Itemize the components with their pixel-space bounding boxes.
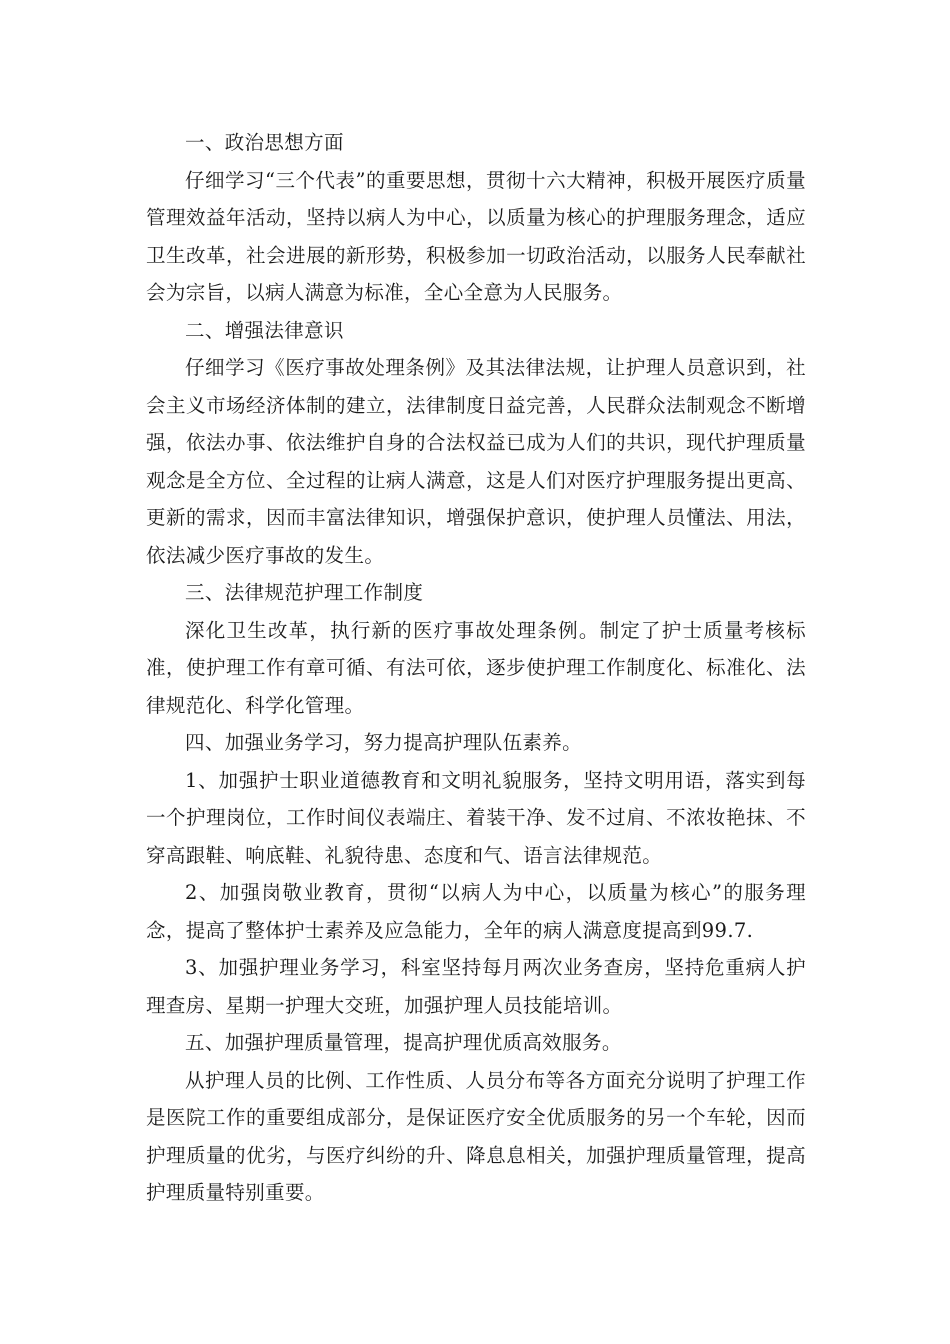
- section-heading-quality-management: 五、加强护理质量管理，提高护理优质高效服务。: [185, 1031, 622, 1054]
- section-heading-law-awareness: 二、增强法律意识: [185, 318, 344, 342]
- section-heading-professional-study: 四、加强业务学习，努力提高护理队伍素养。: [185, 731, 583, 754]
- paragraph-politics: 仔细学习“三个代表”的重要思想，贯彻十六大精神，积极开展医疗质量管理效益年活动，坚持以病人为中心，以质量为核心的护理服务理念，适应卫生改革，社会进展的新形势，积极参加一切政治活动，以服务人民奉献社会为宗旨，以病人满意为标准，全心全意为人民服务。: [146, 168, 806, 304]
- section-heading-politics: 一、政治思想方面: [185, 131, 344, 154]
- paragraph-law-awareness: 仔细学习《医疗事故处理条例》及其法律法规，让护理人员意识到，社会主义市场经济体制的建立，法律制度日益完善，人民群众法制观念不断增强，依法办事、依法维护自身的合法权益已成为人们的共识，现代护理质量观念是全方位、全过程的让病人满意，这是人们对医疗护理服务提出更高、更新的需求，因而丰富法律知识，增强保护意识，使护理人员懂法、用法，依法减少医疗事故的发生。: [146, 356, 806, 567]
- list-item-dedication: 2、加强岗敬业教育，贯彻“以病人为中心，以质量为核心”的服务理念，提高了整体护士素养及应急能力，全年的病人满意度提高到99.7.: [146, 881, 806, 942]
- paragraph-nursing-system: 深化卫生改革，执行新的医疗事故处理条例。制定了护士质量考核标准，使护理工作有章可循、有法可依，逐步使护理工作制度化、标准化、法律规范化、科学化管理。: [146, 618, 806, 717]
- list-item-training: 3、加强护理业务学习，科室坚持每月两次业务查房，坚持危重病人护理查房、星期一护理大交班，加强护理人员技能培训。: [146, 956, 806, 1017]
- section-heading-nursing-system: 三、法律规范护理工作制度: [185, 581, 424, 604]
- paragraph-quality-management: 从护理人员的比例、工作性质、人员分布等各方面充分说明了护理工作是医院工作的重要组成部分，是保证医疗安全优质服务的另一个车轮，因而护理质量的优劣，与医疗纠纷的升、降息息相关，加强护理质量管理，提高护理质量特别重要。: [146, 1068, 806, 1204]
- document-page: [146, 124, 806, 1212]
- list-item-ethics: 1、加强护士职业道德教育和文明礼貌服务，坚持文明用语，落实到每一个护理岗位，工作时间仪表端庄、着装干净、发不过肩、不浓妆艳抹、不穿高跟鞋、响底鞋、礼貌待患、态度和气、语言法律规范。: [146, 768, 806, 867]
